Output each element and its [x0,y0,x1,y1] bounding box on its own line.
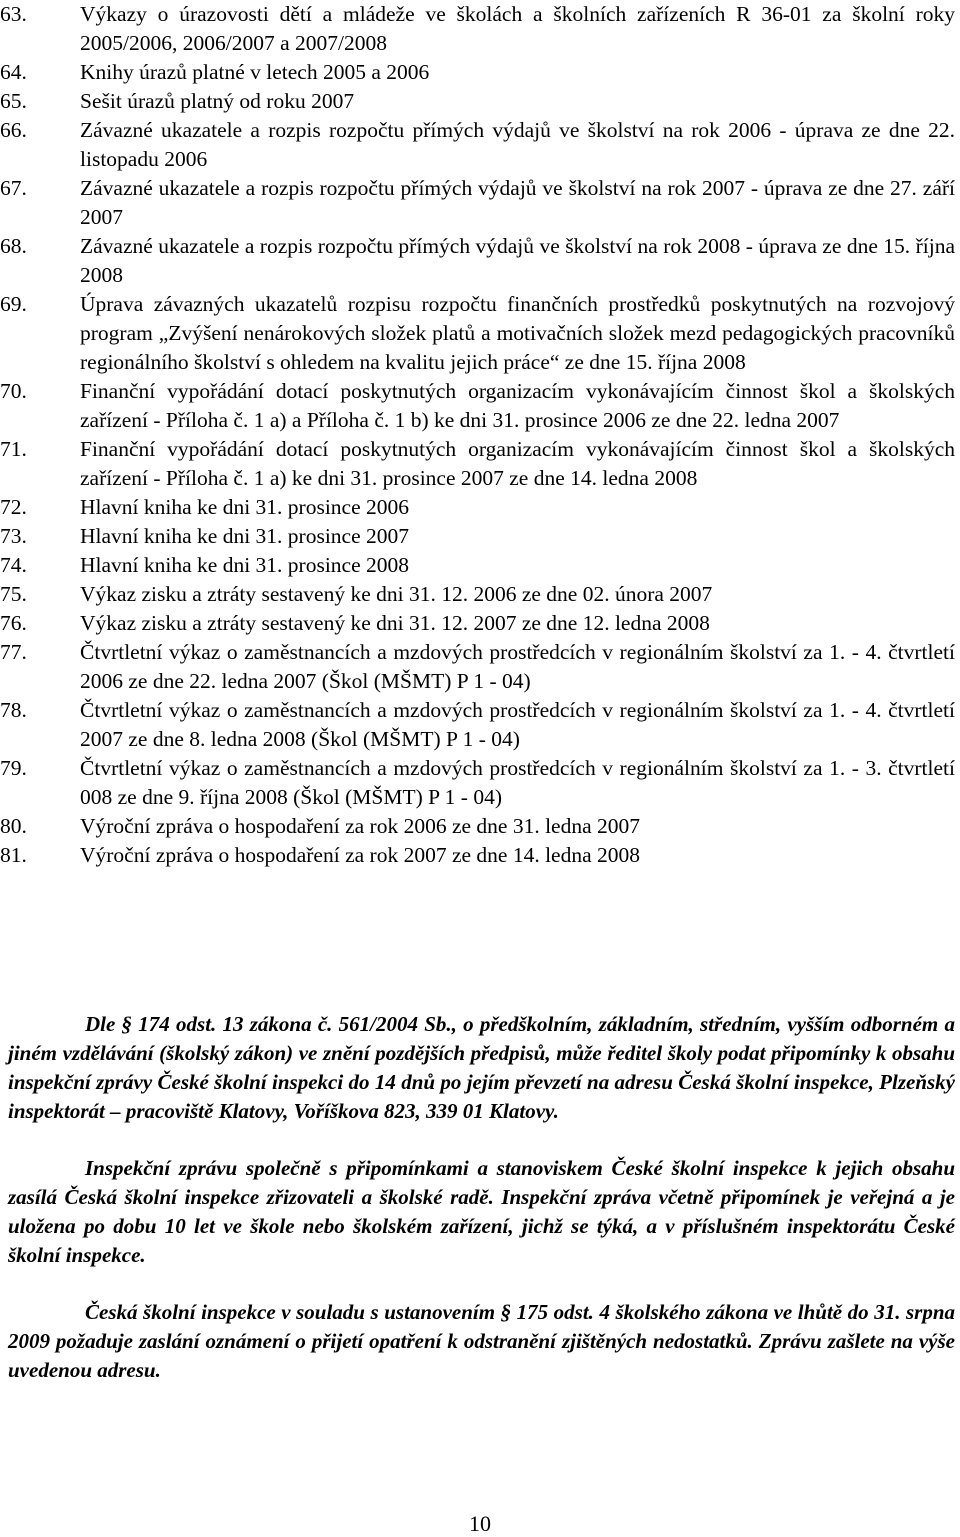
item-text: Výkaz zisku a ztráty sestavený ke dni 31. 12. 2006 ze dne 02. února 2007 [80,582,713,606]
legal-paragraph: Dle § 174 odst. 13 zákona č. 561/2004 Sb., o předškolním, základním, středním, vyšším odborném a jiném vzdělávání (školský zákon) ve znění pozdějších předpisů, může ředitel školy podat připomínky k obsahu inspekční zprávy České školní inspekci do 14 dnů po jejím převzetí na adresu Česká školní inspekce, Plzeňský inspektorát – pracoviště Klatovy, Voříškova 823, 339 01 Klatovy. [8,1012,955,1123]
item-text: Čtvrtletní výkaz o zaměstnancích a mzdových prostředcích v regionálním školství za 1. - 3. čtvrtletí 008 ze dne 9. října 2008 (Škol (MŠMT) P 1 - 04) [80,756,955,809]
item-text: Výkazy o úrazovosti dětí a mládeže ve školách a školních zařízeních R 36-01 za školní roky 2005/2006, 2006/2007 a 2007/2008 [80,2,955,55]
list-item [0,0,955,58]
item-number: 81. [0,843,27,867]
item-number: 80. [0,814,27,838]
page-number: 10 [469,1511,491,1536]
list-item [0,435,955,493]
item-number: 65. [0,89,27,113]
item-number: 76. [0,611,27,635]
item-text: Hlavní kniha ke dni 31. prosince 2006 [80,495,410,519]
list-item [0,174,955,232]
list-item [0,493,955,522]
item-number: 71. [0,437,27,461]
item-number: 79. [0,756,27,780]
item-number: 64. [0,60,27,84]
list-item [0,116,955,174]
item-number: 73. [0,524,27,548]
list-item [0,638,955,696]
item-text: Hlavní kniha ke dni 31. prosince 2008 [80,553,410,577]
item-number: 63. [0,2,27,26]
item-text: Závazné ukazatele a rozpis rozpočtu přímých výdajů ve školství na rok 2008 - úprava ze dne 15. října 2008 [80,234,955,287]
item-text: Knihy úrazů platné v letech 2005 a 2006 [80,60,430,84]
list-item [0,812,955,841]
item-text: Sešit úrazů platný od roku 2007 [80,89,355,113]
list-item [0,551,955,580]
item-text: Hlavní kniha ke dni 31. prosince 2007 [80,524,410,548]
item-number: 68. [0,234,27,258]
item-text: Finanční vypořádání dotací poskytnutých organizacím vykonávajícím činnost škol a školských zařízení - Příloha č. 1 a) ke dni 31. prosince 2007 ze dne 14. ledna 2008 [80,437,955,490]
item-number: 67. [0,176,27,200]
list-item [0,696,955,754]
item-text: Úprava závazných ukazatelů rozpisu rozpočtu finančních prostředků poskytnutých na rozvojový program „Zvýšení nenárokových složek platů a motivačních složek mezd pedagogických pracovníků regionálního školství s ohledem na kvalitu jejich práce“ ze dne 15. října 2008 [80,292,955,374]
deadline-paragraph: Česká školní inspekce v souladu s ustanovením § 175 odst. 4 školského zákona ve lhůtě do 31. srpna 2009 požaduje zaslání oznámení o přijetí opatření k odstranění zjištěných nedostatků. Zprávu zašlete na výše uvedenou adresu. [8,1300,955,1382]
item-number: 74. [0,553,27,577]
closing-notes [8,1010,955,1413]
list-item [0,522,955,551]
list-item [0,87,955,116]
item-number: 77. [0,640,27,664]
list-item [0,232,955,290]
list-item [0,609,955,638]
list-item [0,58,955,87]
item-number: 66. [0,118,27,142]
list-item [0,580,955,609]
item-text: Výroční zpráva o hospodaření za rok 2006 ze dne 31. ledna 2007 [80,814,641,838]
list-item [0,841,955,870]
item-text: Čtvrtletní výkaz o zaměstnancích a mzdových prostředcích v regionálním školství za 1. - 4. čtvrtletí 2006 ze dne 22. ledna 2007 (Škol (MŠMT) P 1 - 04) [80,640,955,693]
list-item [0,377,955,435]
item-number: 75. [0,582,27,606]
item-text: Výkaz zisku a ztráty sestavený ke dni 31. 12. 2007 ze dne 12. ledna 2008 [80,611,710,635]
item-number: 78. [0,698,27,722]
item-number: 69. [0,292,27,316]
distribution-paragraph: Inspekční zprávu společně s připomínkami a stanoviskem České školní inspekce k jejich obsahu zasílá Česká školní inspekce zřizovateli a školské radě. Inspekční zpráva včetně připomínek je veřejná a je uložena po dobu 10 let ve škole nebo školském zařízení, jichž se týká, a v příslušném inspektorátu České školní inspekce. [8,1156,955,1267]
item-text: Čtvrtletní výkaz o zaměstnancích a mzdových prostředcích v regionálním školství za 1. - 4. čtvrtletí 2007 ze dne 8. ledna 2008 (Škol (MŠMT) P 1 - 04) [80,698,955,751]
item-number: 72. [0,495,27,519]
item-text: Výroční zpráva o hospodaření za rok 2007 ze dne 14. ledna 2008 [80,843,641,867]
item-text: Finanční vypořádání dotací poskytnutých organizacím vykonávajícím činnost škol a školských zařízení - Příloha č. 1 a) a Příloha č. 1 b) ke dni 31. prosince 2006 ze dne 22. ledna 2007 [80,379,955,432]
item-text: Závazné ukazatele a rozpis rozpočtu přímých výdajů ve školství na rok 2007 - úprava ze dne 27. září 2007 [80,176,955,229]
item-number: 70. [0,379,27,403]
list-item [0,754,955,812]
list-item [0,290,955,377]
item-text: Závazné ukazatele a rozpis rozpočtu přímých výdajů ve školství na rok 2006 - úprava ze dne 22. listopadu 2006 [80,118,955,171]
